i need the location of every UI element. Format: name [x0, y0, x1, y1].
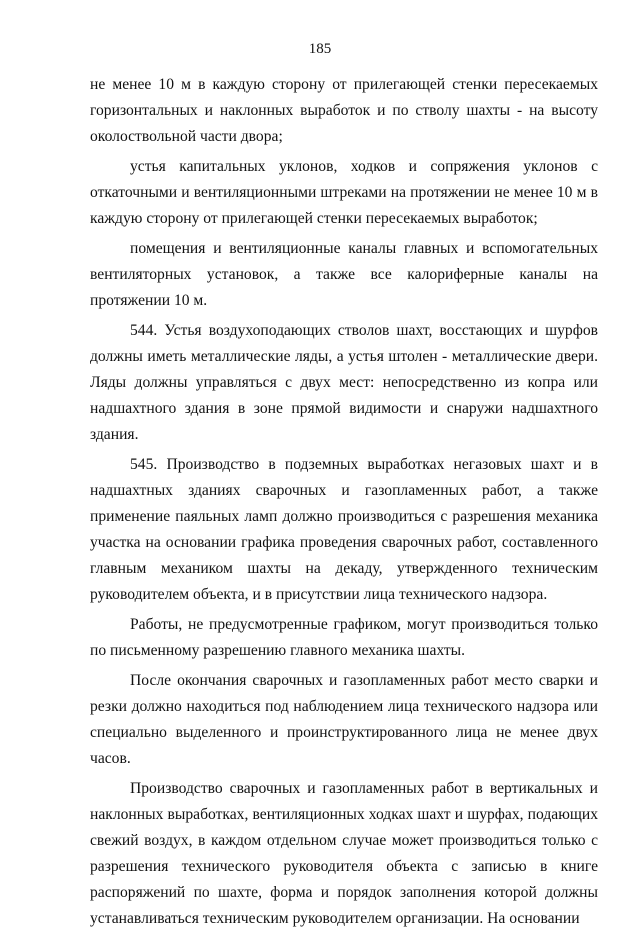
paragraph-unscheduled-works: Работы, не предусмотренные графиком, могут производиться только по письменному разрешению главного механика шахты. [90, 616, 598, 659]
paragraph-post-welding: После окончания сварочных и газопламенных работ место сварки и резки должно находиться под наблюдением лица технического надзора или специально выделенного и проинструктированного лица не менее двух часов. [90, 672, 598, 767]
page-number: 185 [308, 41, 332, 57]
document-body [90, 72, 598, 932]
paragraph-fan-rooms: помещения и вентиляционные каналы главных и вспомогательных вентиляторных установок, а также все калориферные каналы на протяжении 10 м. [90, 240, 598, 309]
paragraph-vertical-workings: Производство сварочных и газопламенных работ в вертикальных и наклонных выработках, вентиляционных ходках шахт и шурфах, подающих свежий воздух, в каждом отдельном случае может производиться только с разрешения технического руководителя объекта с записью в книге распоряжений по шахте, форма и порядок заполнения которой должны устанавливаться техническим руководителем организации. На основании [90, 780, 598, 927]
paragraph-545: 545. Производство в подземных выработках негазовых шахт и в надшахтных зданиях сварочных и газопламенных работ, а также применение паяльных ламп должно производиться с разрешения механика участка на основании графика проведения сварочных работ, составленного главным механиком шахты на декаду, утвержденного техническим руководителем объекта, и в присутствии лица технического надзора. [90, 456, 598, 603]
paragraph-544: 544. Устья воздухоподающих стволов шахт, восстающих и шурфов должны иметь металлические ляды, а устья штолен - металлические двери. Ляды должны управляться с двух мест: непосредственно из копра или надшахтного здания в зоне прямой видимости и снаружи надшахтного здания. [90, 322, 598, 443]
paragraph-continuation: не менее 10 м в каждую сторону от прилегающей стенки пересекаемых горизонтальных и наклонных выработок и по стволу шахты - на высоту околоствольной части двора; [90, 76, 598, 145]
paragraph-slope-mouths: устья капитальных уклонов, ходков и сопряжения уклонов с откаточными и вентиляционными штреками на протяжении не менее 10 м в каждую сторону от прилегающей стенки пересекаемых выработок; [90, 158, 598, 227]
